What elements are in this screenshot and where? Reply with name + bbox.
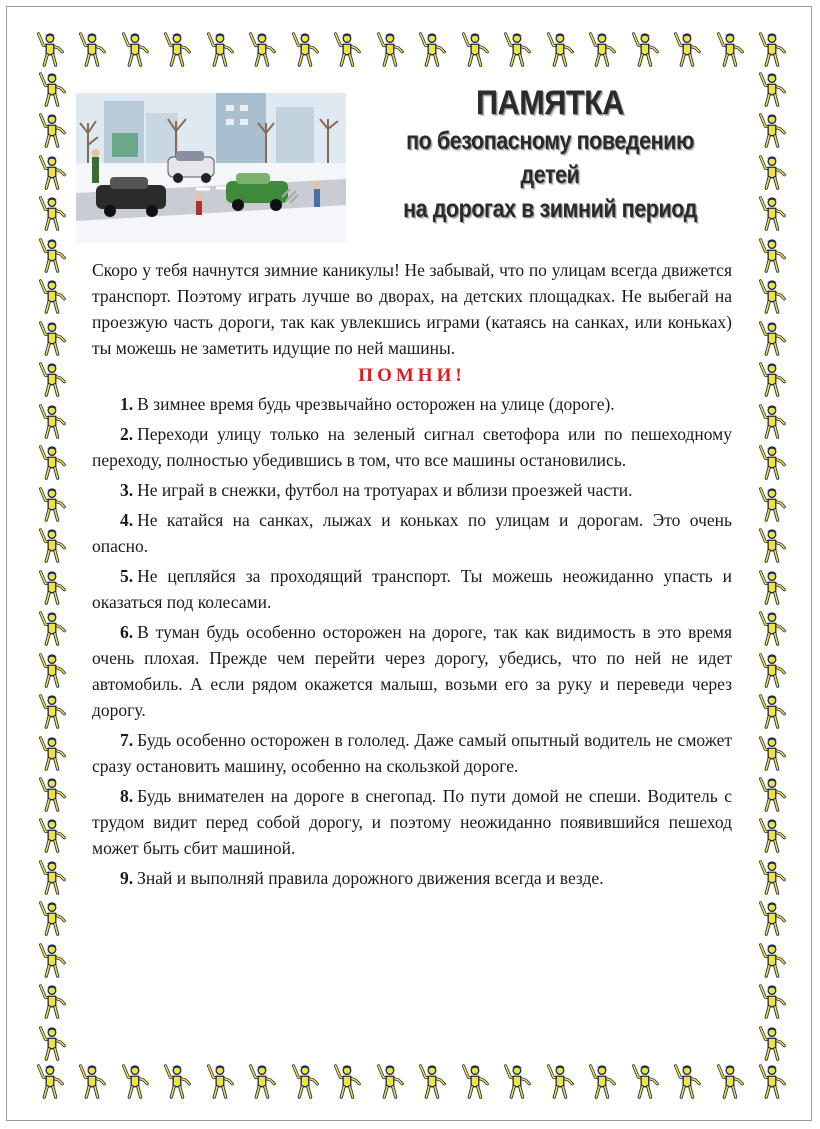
rule-text: Не играй в снежки, футбол на тротуарах и вблизи проезжей части.	[137, 480, 633, 500]
traffic-controller-figure-icon	[752, 775, 790, 813]
border-left	[32, 70, 72, 1062]
traffic-controller-figure-icon	[497, 30, 535, 68]
memo-content	[92, 257, 732, 895]
traffic-controller-figure-icon	[625, 30, 663, 68]
traffic-controller-figure-icon	[32, 526, 70, 564]
traffic-controller-figure-icon	[752, 816, 790, 854]
rule-item	[92, 477, 732, 503]
rule-number: 8.	[120, 786, 134, 806]
traffic-controller-figure-icon	[32, 402, 70, 440]
traffic-controller-figure-icon	[115, 1062, 153, 1100]
traffic-controller-figure-icon	[370, 30, 408, 68]
traffic-controller-figure-icon	[32, 194, 70, 232]
traffic-controller-figure-icon	[625, 1062, 663, 1100]
traffic-controller-figure-icon	[115, 30, 153, 68]
traffic-controller-figure-icon	[157, 30, 195, 68]
traffic-controller-figure-icon	[752, 111, 790, 149]
traffic-controller-figure-icon	[32, 775, 70, 813]
traffic-controller-figure-icon	[200, 30, 238, 68]
rule-item	[92, 391, 732, 417]
rule-text: В туман будь особенно осторожен на дороге, так как видимость в это время очень плохая. Прежде чем перейти через дорогу, убедись, что по ней не идет автомобиль. А если рядом окажется малыш, возьми его за руку и переведи через дорогу.	[92, 622, 732, 720]
traffic-controller-figure-icon	[752, 30, 790, 68]
traffic-controller-figure-icon	[752, 360, 790, 398]
traffic-controller-figure-icon	[72, 1062, 110, 1100]
rule-number: 2.	[120, 424, 134, 444]
traffic-controller-figure-icon	[32, 858, 70, 896]
traffic-controller-figure-icon	[30, 30, 68, 68]
traffic-controller-figure-icon	[752, 734, 790, 772]
traffic-controller-figure-icon	[752, 899, 790, 937]
border-right	[752, 70, 792, 1062]
traffic-controller-figure-icon	[32, 319, 70, 357]
rule-number: 3.	[120, 480, 134, 500]
rule-item	[92, 727, 732, 779]
traffic-controller-figure-icon	[752, 858, 790, 896]
title-block	[350, 82, 750, 226]
rule-item	[92, 619, 732, 723]
traffic-controller-figure-icon	[32, 111, 70, 149]
traffic-controller-figure-icon	[752, 1024, 790, 1062]
traffic-controller-figure-icon	[752, 941, 790, 979]
traffic-controller-figure-icon	[370, 1062, 408, 1100]
traffic-controller-figure-icon	[752, 443, 790, 481]
rule-number: 9.	[120, 868, 134, 888]
rule-number: 6.	[120, 622, 134, 642]
traffic-controller-figure-icon	[752, 153, 790, 191]
page-subtitle-line-1: по безопасному поведению детей	[406, 127, 694, 189]
traffic-controller-figure-icon	[32, 734, 70, 772]
traffic-controller-figure-icon	[752, 568, 790, 606]
traffic-controller-figure-icon	[752, 70, 790, 108]
traffic-controller-figure-icon	[752, 319, 790, 357]
traffic-controller-figure-icon	[32, 153, 70, 191]
remember-heading: ПОМНИ!	[358, 365, 466, 386]
rule-text: Будь особенно осторожен в гололед. Даже самый опытный водитель не сможет сразу остановить машину, особенно на скользкой дороге.	[92, 730, 732, 776]
traffic-controller-figure-icon	[412, 30, 450, 68]
rule-text: Будь внимателен на дороге в снегопад. По пути домой не спеши. Водитель с трудом видит перед собой дорогу, и поэтому неожиданно появившийся пешеход может быть сбит машиной.	[92, 786, 732, 858]
traffic-controller-figure-icon	[752, 236, 790, 274]
rule-text: Не катайся на санках, лыжах и коньках по улицам и дорогам. Это очень опасно.	[92, 510, 732, 556]
traffic-controller-figure-icon	[540, 1062, 578, 1100]
traffic-controller-figure-icon	[752, 485, 790, 523]
traffic-controller-figure-icon	[752, 609, 790, 647]
rule-number: 7.	[120, 730, 134, 750]
traffic-controller-figure-icon	[327, 30, 365, 68]
traffic-controller-figure-icon	[285, 1062, 323, 1100]
traffic-controller-figure-icon	[540, 30, 578, 68]
page-title: ПАМЯТКА	[476, 84, 624, 122]
traffic-controller-figure-icon	[32, 982, 70, 1020]
traffic-controller-figure-icon	[412, 1062, 450, 1100]
traffic-controller-figure-icon	[32, 485, 70, 523]
traffic-controller-figure-icon	[667, 1062, 705, 1100]
traffic-controller-figure-icon	[582, 30, 620, 68]
traffic-controller-figure-icon	[32, 277, 70, 315]
border-bottom	[30, 1062, 790, 1102]
rule-item	[92, 421, 732, 473]
rule-number: 5.	[120, 566, 134, 586]
traffic-controller-figure-icon	[32, 360, 70, 398]
traffic-controller-figure-icon	[752, 526, 790, 564]
traffic-controller-figure-icon	[455, 30, 493, 68]
traffic-controller-figure-icon	[32, 899, 70, 937]
traffic-controller-figure-icon	[72, 30, 110, 68]
traffic-controller-figure-icon	[200, 1062, 238, 1100]
border-top	[30, 30, 790, 70]
traffic-controller-figure-icon	[32, 941, 70, 979]
traffic-controller-figure-icon	[752, 402, 790, 440]
rule-item	[92, 507, 732, 559]
traffic-controller-figure-icon	[32, 816, 70, 854]
traffic-controller-figure-icon	[32, 1024, 70, 1062]
traffic-controller-figure-icon	[32, 609, 70, 647]
traffic-controller-figure-icon	[497, 1062, 535, 1100]
traffic-controller-figure-icon	[157, 1062, 195, 1100]
traffic-controller-figure-icon	[752, 651, 790, 689]
traffic-controller-figure-icon	[582, 1062, 620, 1100]
traffic-controller-figure-icon	[752, 194, 790, 232]
winter-street-scene-illustration	[76, 93, 346, 243]
rule-text: Не цепляйся за проходящий транспорт. Ты можешь неожиданно упасть и оказаться под колесами.	[92, 566, 732, 612]
traffic-controller-figure-icon	[327, 1062, 365, 1100]
rule-text: Знай и выполняй правила дорожного движения всегда и везде.	[137, 868, 604, 888]
traffic-controller-figure-icon	[752, 692, 790, 730]
traffic-controller-figure-icon	[752, 982, 790, 1020]
traffic-controller-figure-icon	[667, 30, 705, 68]
rule-item	[92, 783, 732, 861]
rule-item	[92, 563, 732, 615]
rule-number: 4.	[120, 510, 134, 530]
rule-item	[92, 865, 732, 891]
traffic-controller-figure-icon	[32, 443, 70, 481]
traffic-controller-figure-icon	[710, 1062, 748, 1100]
traffic-controller-figure-icon	[710, 30, 748, 68]
traffic-controller-figure-icon	[242, 1062, 280, 1100]
traffic-controller-figure-icon	[752, 1062, 790, 1100]
traffic-controller-figure-icon	[32, 651, 70, 689]
page-subtitle-line-2: на дорогах в зимний период	[403, 195, 697, 223]
traffic-controller-figure-icon	[32, 70, 70, 108]
intro-paragraph: Скоро у тебя начнутся зимние каникулы! Не забывай, что по улицам всегда движется транспорт. Поэтому играть лучше во дворах, на детских площадках. Не выбегай на проезжую часть дороги, так как увлекшись играми (катаясь на санках, или коньках) ты можешь не заметить идущие по ней машины.	[92, 260, 732, 358]
traffic-controller-figure-icon	[32, 692, 70, 730]
traffic-controller-figure-icon	[285, 30, 323, 68]
rule-number: 1.	[120, 394, 134, 414]
traffic-controller-figure-icon	[32, 568, 70, 606]
rules-list	[92, 391, 732, 891]
traffic-controller-figure-icon	[32, 236, 70, 274]
rule-text: В зимнее время будь чрезвычайно осторожен на улице (дороге).	[137, 394, 615, 414]
traffic-controller-figure-icon	[752, 277, 790, 315]
traffic-controller-figure-icon	[30, 1062, 68, 1100]
traffic-controller-figure-icon	[242, 30, 280, 68]
traffic-controller-figure-icon	[455, 1062, 493, 1100]
rule-text: Переходи улицу только на зеленый сигнал светофора или по пешеходному переходу, полностью убедившись в том, что все машины остановились.	[92, 424, 732, 470]
